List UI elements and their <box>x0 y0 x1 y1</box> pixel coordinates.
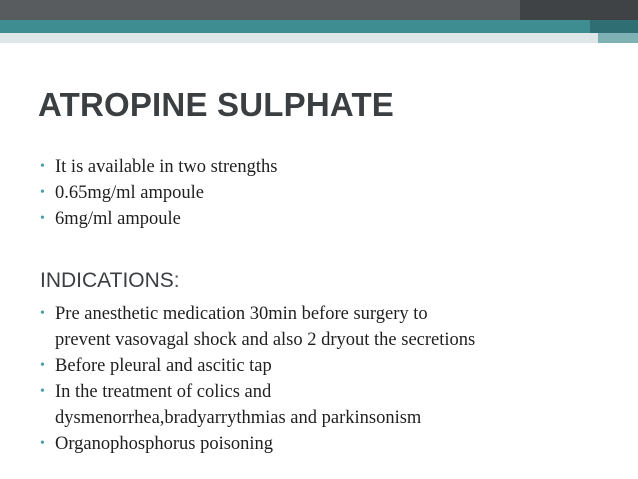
slide-title: ATROPINE SULPHATE <box>38 86 395 123</box>
header-band-teal-accent <box>590 20 638 33</box>
list-item <box>40 353 475 379</box>
bullet-icon: • <box>40 185 45 200</box>
list-item <box>40 431 475 457</box>
bullet-icon: • <box>40 159 45 174</box>
header-band-teal <box>0 20 638 33</box>
bullet-text: 0.65mg/ml ampoule <box>55 183 205 203</box>
intro-bullet-list <box>40 154 277 232</box>
bullet-text-line: Pre anesthetic medication 30min before surgery to <box>55 304 428 324</box>
header-band-gray-accent <box>520 0 638 20</box>
bullet-icon: • <box>40 358 45 373</box>
list-item <box>40 154 277 180</box>
list-item <box>40 301 475 353</box>
indications-bullet-list <box>40 301 475 457</box>
bullet-icon: • <box>40 306 45 321</box>
indications-heading-text: INDICATIONS <box>40 269 174 292</box>
bullet-text-line: In the treatment of colics and <box>55 382 272 402</box>
bullet-text: 6mg/ml ampoule <box>55 209 181 229</box>
list-item <box>40 206 277 232</box>
bullet-text-line: Organophosphorus poisoning <box>55 434 274 454</box>
header-band-light-accent <box>598 33 638 43</box>
bullet-text: It is available in two strengths <box>55 157 278 177</box>
header-band <box>0 0 638 44</box>
header-band-light <box>0 33 638 43</box>
list-item <box>40 180 277 206</box>
indications-heading <box>40 269 180 293</box>
bullet-text-line: dysmenorrhea,bradyarrythmias and parkinsonism <box>55 408 422 428</box>
bullet-icon: • <box>40 436 45 451</box>
bullet-text-line: Before pleural and ascitic tap <box>55 356 272 376</box>
bullet-text-line: prevent vasovagal shock and also 2 dryout the secretions <box>55 330 476 350</box>
indications-heading-colon: : <box>173 269 180 292</box>
list-item <box>40 379 475 431</box>
bullet-icon: • <box>40 211 45 226</box>
bullet-icon: • <box>40 384 45 399</box>
